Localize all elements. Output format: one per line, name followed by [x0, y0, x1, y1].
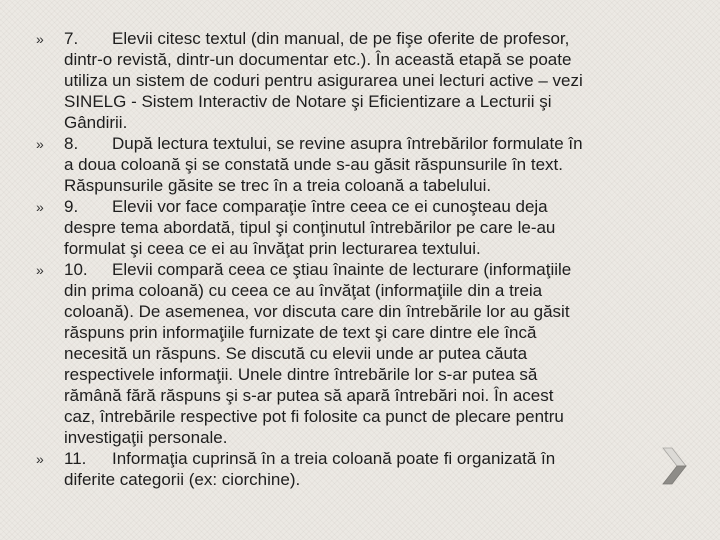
bullet-line — [64, 448, 670, 469]
bullet-line — [64, 259, 670, 280]
line-text: coloană). De asemenea, vor discuta care din întrebările lor au găsit — [64, 302, 570, 321]
line-text: necesită un răspuns. Se discută cu elevii unde ar putea căuta — [64, 344, 528, 363]
list-item — [30, 133, 670, 196]
bullet-line — [64, 364, 670, 385]
line-text: răspuns prin informaţiile furnizate de text şi care dintre ele încă — [64, 323, 537, 342]
bullet-line — [64, 343, 670, 364]
line-text: Elevii compară ceea ce ştiau înainte de lecturare (informaţiile — [112, 260, 572, 279]
bullet-line — [64, 70, 670, 91]
item-number: 7. — [64, 29, 79, 48]
bullet-line — [64, 28, 670, 49]
bullet-line — [64, 154, 670, 175]
bullet-line — [64, 322, 670, 343]
bullet-line — [64, 133, 670, 154]
bullet-line — [64, 238, 670, 259]
line-text: După lectura textului, se revine asupra întrebărilor formulate în — [112, 134, 583, 153]
line-text: din prima coloană) cu ceea ce au învăţat (informaţiile din a treia — [64, 281, 543, 300]
line-text: utiliza un sistem de coduri pentru asigurarea unei lecturi active – vezi — [64, 71, 583, 90]
line-text: Gândirii. — [64, 113, 128, 132]
line-text: despre tema abordată, tipul şi conţinutul întrebărilor pe care le-au — [64, 218, 556, 237]
bullet-line — [64, 217, 670, 238]
bullet-line — [64, 91, 670, 112]
line-text: formulat şi ceea ce ei au învăţat prin lecturarea textului. — [64, 239, 481, 258]
item-number: 11. — [64, 449, 87, 468]
line-text: diferite categorii (ex: ciorchine). — [64, 470, 301, 489]
bullet-marker: » — [36, 136, 44, 152]
line-text: Elevii vor face comparaţie între ceea ce ei cunoşteau deja — [112, 197, 548, 216]
line-text: respectivele informaţii. Unele dintre întrebările lor s-ar putea să — [64, 365, 538, 384]
bullet-line — [64, 427, 670, 448]
line-text: investigaţii personale. — [64, 428, 228, 447]
bullet-line — [64, 175, 670, 196]
bullet-marker: » — [36, 199, 44, 215]
bullet-line — [64, 406, 670, 427]
bullet-line — [64, 112, 670, 133]
bullet-line — [64, 469, 670, 490]
line-text: Informaţia cuprinsă în a treia coloană poate fi organizată în — [112, 449, 556, 468]
bullet-line — [64, 196, 670, 217]
bullet-marker: » — [36, 262, 44, 278]
line-text: dintr-o revistă, dintr-un documentar etc.). În această etapă se poate — [64, 50, 572, 69]
list-item — [30, 28, 670, 133]
list-item — [30, 259, 670, 448]
bullet-line — [64, 385, 670, 406]
list-item — [30, 196, 670, 259]
bullet-marker: » — [36, 451, 44, 467]
bullet-marker: » — [36, 31, 44, 47]
bullet-list — [30, 28, 670, 490]
line-text: Elevii citesc textul (din manual, de pe fişe oferite de profesor, — [112, 29, 570, 48]
chevron-dark-face — [663, 466, 686, 484]
line-text: caz, întrebările respective pot fi folosite ca punct de plecare pentru — [64, 407, 564, 426]
line-text: Răspunsurile găsite se trec în a treia coloană a tabelului. — [64, 176, 492, 195]
bullet-line — [64, 280, 670, 301]
item-number: 8. — [64, 134, 79, 153]
line-text: SINELG - Sistem Interactiv de Notare şi Eficientizare a Lecturii şi — [64, 92, 552, 111]
list-item — [30, 448, 670, 490]
chevron-right-icon[interactable] — [662, 446, 688, 486]
item-number: 10. — [64, 260, 88, 279]
line-text: a doua coloană şi se constată unde s-au găsit răspunsurile în text. — [64, 155, 563, 174]
line-text: rămână fără răspuns şi s-ar putea să apară întrebări noi. În acest — [64, 386, 554, 405]
item-number: 9. — [64, 197, 79, 216]
bullet-line — [64, 49, 670, 70]
bullet-line — [64, 301, 670, 322]
chevron-light-face — [663, 448, 686, 466]
